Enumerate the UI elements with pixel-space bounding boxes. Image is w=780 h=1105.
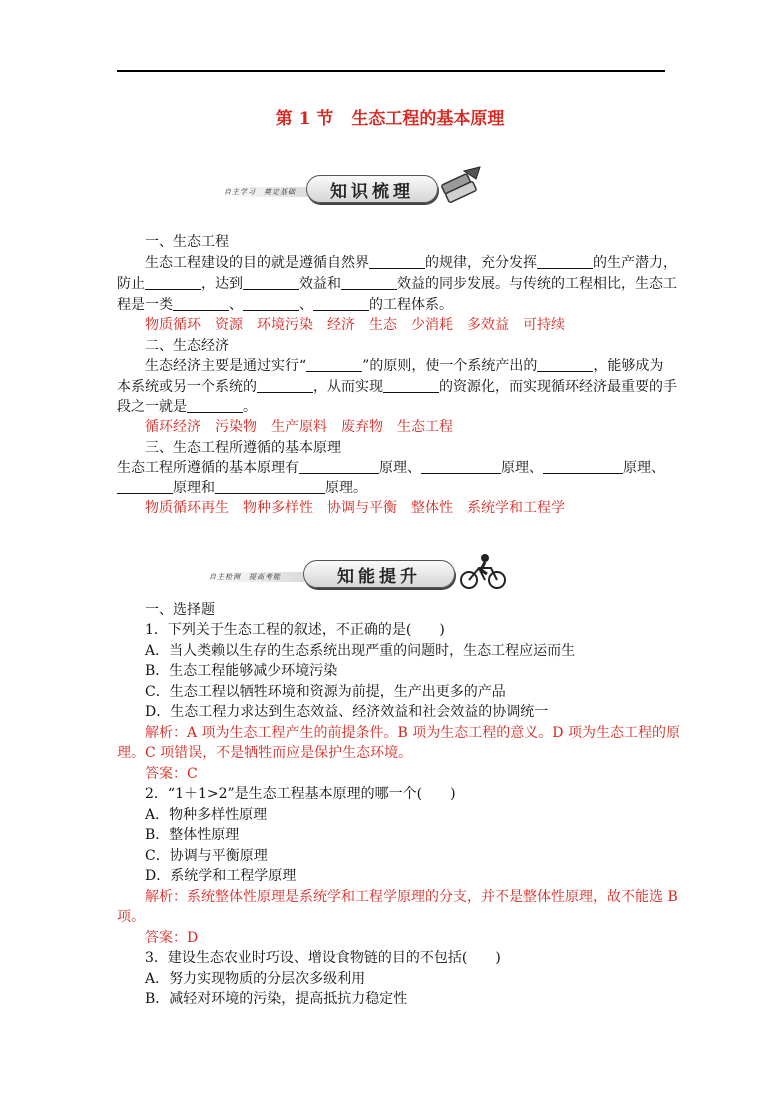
answer-line: 物质循环再生 物种多样性 协调与平衡 整体性 系统学和工程学	[145, 500, 565, 516]
banner-knowledge	[220, 165, 490, 209]
question-2: 2．“1＋1>2”是生态工程基本原理的哪一个( )	[145, 786, 456, 802]
option-c: C．协调与平衡原理	[145, 848, 268, 864]
cyclist-icon	[455, 552, 511, 592]
text-line: 生态工程建设的目的就是遵循自然界 的规律，充分发挥 的生产潜力，	[145, 255, 677, 271]
option-d: D．生态工程力求达到生态效益、经济效益和社会效益的协调统一	[145, 704, 549, 720]
fill-blank	[543, 459, 623, 474]
heading-choice: 一、选择题	[145, 602, 215, 618]
option-c: C．生态工程以牺牲环境和资源为前提，生产出更多的产品	[145, 684, 506, 700]
fill-blank	[537, 254, 593, 269]
fill-blank	[145, 275, 201, 290]
heading-eco-engineering: 一、生态工程	[145, 234, 229, 250]
text-line: 生态经济主要是通过实行“ ”的原则，使一个系统产出的 ，能够成为	[145, 358, 664, 374]
option-a: A．当人类赖以生存的生态系统出现严重的问题时，生态工程应运而生	[145, 643, 576, 659]
fill-blank	[421, 459, 501, 474]
fill-blank	[173, 296, 229, 311]
fill-blank	[383, 378, 439, 393]
explanation: 理。C 项错误，不是牺牲而应是保护生态环境。	[117, 745, 413, 761]
banner-label: 知识梳理	[306, 175, 438, 203]
books-icon	[436, 165, 486, 209]
text-line: 防止 ，达到 效益和 效益的同步发展。与传统的工程相比，生态工	[117, 276, 677, 292]
fill-blank	[215, 479, 325, 494]
fill-blank	[369, 254, 425, 269]
answer: 答案：C	[145, 766, 198, 782]
fill-blank	[243, 296, 299, 311]
option-d: D．系统学和工程学原理	[145, 868, 297, 884]
section-name: 生态工程的基本原理	[351, 109, 505, 129]
banner-tagline: 自主检测 提高考能	[209, 573, 281, 581]
banner-practice	[205, 550, 515, 594]
answer-line: 循环经济 污染物 生产原料 废弃物 生态工程	[145, 419, 453, 435]
text-line: 本系统或另一个系统的 ，从而实现 的资源化，而实现循环经济最重要的手	[117, 379, 677, 395]
option-a: A．努力实现物质的分层次多级利用	[145, 971, 366, 987]
text-line: 段之一就是 。	[117, 399, 257, 415]
question-3: 3．建设生态农业时巧设、增设食物链的目的不包括( )	[145, 950, 501, 966]
heading-principles: 三、生态工程所遵循的基本原理	[145, 440, 341, 456]
fill-blank	[243, 275, 299, 290]
option-b: B．生态工程能够减少环境污染	[145, 663, 338, 679]
page-title	[0, 104, 780, 129]
fill-blank	[257, 378, 313, 393]
fill-blank	[313, 296, 369, 311]
fill-blank	[299, 459, 379, 474]
answer-line: 物质循环 资源 环境污染 经济 生态 少消耗 多效益 可持续	[145, 317, 565, 333]
option-a: A．物种多样性原理	[145, 807, 268, 823]
text-line: 程是一类 、 、 的工程体系。	[117, 297, 453, 313]
heading-eco-economy: 二、生态经济	[145, 338, 229, 354]
fill-blank	[117, 479, 173, 494]
fill-blank	[341, 275, 397, 290]
section-number: 第 1 节	[275, 109, 334, 129]
text-line: 生态工程所遵循的基本原理有 原理、 原理、 原理、	[117, 460, 665, 476]
fill-blank	[306, 357, 362, 372]
fill-blank	[537, 357, 593, 372]
question-1: 1．下列关于生态工程的叙述，不正确的是( )	[145, 622, 445, 638]
explanation: 解析：系统整体性原理是系统学和工程学原理的分支，并不是整体性原理，故不能选 B	[145, 889, 678, 905]
option-b: B．整体性原理	[145, 827, 240, 843]
option-b: B．减轻对环境的污染，提高抵抗力稳定性	[145, 991, 408, 1007]
header-rule	[117, 70, 665, 72]
banner-label: 知能提升	[303, 560, 455, 588]
banner-tagline: 自主学习 奠定基础	[224, 188, 296, 196]
explanation: 解析：A 项为生态工程产生的前提条件。B 项为生态工程的意义。D 项为生态工程的原	[145, 725, 680, 741]
explanation: 项。	[117, 909, 145, 925]
answer: 答案：D	[145, 930, 199, 946]
fill-blank	[187, 398, 243, 413]
text-line: 原理和 原理。	[117, 478, 367, 498]
